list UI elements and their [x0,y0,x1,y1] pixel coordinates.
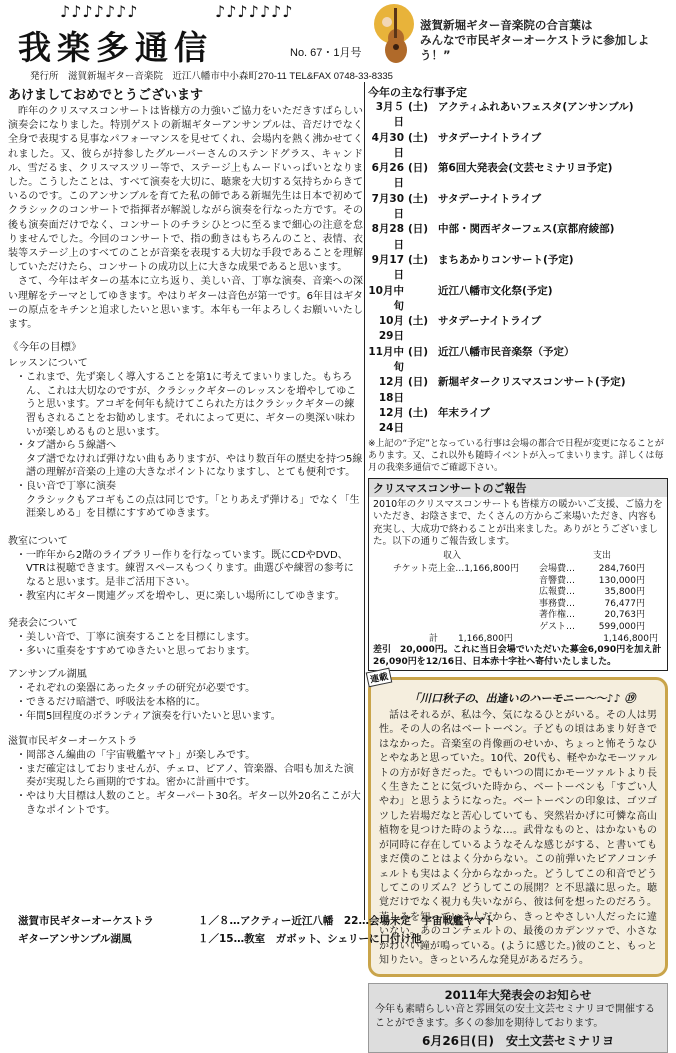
christmas-report-body [369,497,667,671]
christmas-report-text: 2010年のクリスマスコンサートも皆様方の暖かいご支援、ご協力をいただき、お陰さまで、たくさんの方からご来場いただき、内容も充実し、大成功で終わることが出来ました。ありがとうございました。以下の通りご報告致します。 [373,498,663,548]
expense-value: 20,763円 [604,610,645,621]
issue-number: No. 67・1月号 [290,47,362,59]
schedule-row [368,100,668,131]
schedule-row [368,314,668,345]
christmas-report-title: クリスマスコンサートのご報告 [369,479,667,497]
total-label: 計 [428,634,438,645]
serial-text: 話はそれるが、私は今、気になるひとがいる。その人は男性。その人の名はベートーベン。子どもの頃はあまり好きではなかった。音楽室の肖像画のせいか、ちょっと怖そうなひとやなあと思っていた。10代、20代も、軽やかなモーツァルトの方が好きだった。でもいつの間にかモーツァルトより長く生きたことに気づいた時から、ベートーベンも「すごい人やわ」と思うようになった。ベートーベンの印象は、ゴツゴツした岩場だなと苦心していても、突然岩かげに可憐な高山植物を見つけた時のような…。武骨なものと、はかないものが同時に存在しているようなそんな感じがする、と書いてもまだ僕のことはよく分からない。この前弾いたピアノコンチェルトも実はよく分からなかった。どうしてこの和音でどうしてこのリズム？どうしてこの展開？と不思議に思った。聴覚だけでなく視力も失いながら、彼は何を想ったのだろう。苦しみを知っている人だから、きっとやさしい人だったに違いない。あのコンチェルトの、最後のカデンツァで、小さなかわいい鐘が鳴っている。(ように感じた。)彼のこと、もっと知りたい。きっといろんな発見があるだろう。 [379,710,657,966]
schedule-row [368,222,668,253]
ensemble-title: アンサンブル湖風 [8,669,87,681]
schedule-date: 7月30日 [371,192,404,221]
accounting-headers [373,551,663,563]
lesson-bullet-2-body: タブ譜でなければ弾けない曲もありますが、やはり数百年の歴史を持つ5線譜の理解が音楽の上達の大きなポイントになりますし、とても便利です。 [26,453,363,479]
guitar-illustration-icon [372,2,416,70]
footer-group-name: 滋賀市民ギターオーケストラ [18,915,154,927]
tagline-line-1: 滋賀新堀ギター音楽院の合言葉は [420,18,593,32]
footer-group-text: １／８…アクティー近江八幡 22…会場未定 宇宙戦艦ヤマト [198,915,495,927]
greeting-paragraph-2: さて、今年はギターの基本に立ち返り、美しい音、丁寧な演奏、音楽への深い理解をテーマとしてゆきます。やはりギターは音色が第一です。6年目はギターの原点をキチンと追求したいと思います。本年も一年よろしくお願いいたします。 [8,276,363,331]
serial-title: 「川口秋子の、出逢いのハーモニー〜〜♪♪ ⑲ [409,692,636,706]
orchestra-bullet-2: ・まだ確定はしておりませんが、チェロ、ピアノ、管楽器、合唱も加えた演奏が実現したら画期的ですね。密かに計画中です。 [16,763,354,789]
schedule-row [368,375,668,406]
schedule-day: (土) [408,131,429,144]
schedule-event: 近江八幡市民音楽祭（予定） [438,345,575,358]
orchestra-title: 滋賀市民ギターオーケストラ [8,736,138,748]
expense-value: 35,800円 [604,587,645,598]
schedule-row [368,406,668,437]
schedule-day [408,284,438,315]
schedule-day: (土) [408,192,429,205]
announcement-title: 2011年大発表会のお知らせ [444,988,592,1003]
class-title: 教室について [8,535,68,547]
christmas-report-box [368,478,668,672]
orchestra-bullet-1: ・岡部さん編曲の「宇宙戦艦ヤマト」が楽しみです。 [16,750,256,762]
schedule-day: (日) [408,345,429,358]
schedule-day: (日) [408,162,429,175]
schedule-event: アクティふれあいフェスタ(アンサンブル) [438,101,634,113]
announcement-text: 今年も素晴らしい音と雰囲気の安土文芸セミナリヨで開催することができます。多くの参加を期待しております。 [375,1004,655,1030]
right-column [368,84,668,1053]
schedule-date: 12月24日 [378,406,404,435]
lesson-bullet-3-body: クラシックもアコギもこの点は同じです。「とりあえず弾ける」でなく「生涯楽しめる」を目標にすすめてゆきます。 [26,494,360,520]
announcement-date: 6月26日(日) 安土文芸セミナリヨ [421,1034,615,1049]
lesson-bullet-1: ・これまで、先ず楽しく導入することを第1に考えてまいりました。もちろん、これは大切なのですが、クラシックギターのレッスンを増やしてゆこうと思います。アコギを何年も続けてこられた方はクラシックギターの練習もされることをお勧めします。それによって更に、ギターの奥深い味わいが楽しめるものと思います。 [16,372,357,438]
schedule-day: (日) [408,376,429,389]
schedule-row [368,253,668,284]
expense-value: 599,000円 [598,621,645,632]
schedule-event: 第6回大発表会(文芸セミナリヨ予定) [438,162,613,175]
schedule-day: (土) [408,101,429,113]
footer-group-text: １／15…教室 ガボット、シェリーに口付け他 [198,933,422,945]
expense-list [523,564,663,633]
schedule-date: 3月５日 [375,101,404,129]
schedule-date: 9月17日 [371,253,404,282]
recital-bullet-2: ・多いに重奏をすすめてゆきたいと思っております。 [16,645,256,657]
schedule-day: (土) [408,315,429,328]
expense-label: ゲスト… [539,621,575,632]
greeting-paragraph-1: 昨年のクリスマスコンサートは皆様方の力強いご協力をいただきすばらしい演奏会になりました。特別ゲストの新堀ギターアンサンブルは、音だけでなく全身で表現する見事なパフォーマンスを見せてくれ、会場内を熱く沸かせてくれました。又、彼らが持参したグルーバーさんのステンドグラス、キャンドル、雪だるま、クリスマスツリー等で、ステージ上もムードいっぱいとなりました。こうしたことは、すべて演奏を大切に、聴衆を大切する気持ちからきているのです。このアンサンブルを育てた私の師である新堀先生は日本で初めてクラシックのコンサートで指揮者が解説しながら演奏を行なった方です。その後も演奏面だけでなく、コンサートのチラシひとつに至るまで細心の注意を怠りませんでした。今回のコンサートで、指の動きはもちろんのこと、表情、衣装等ステージ上のすべてのことが音楽を表現する大切な手段であることを理解していただけたら、コンサートの成功以上に大きな成果であると思います。 [8,106,363,274]
schedule-title: 今年の主な行事予定 [368,86,467,99]
ensemble-bullet-2: ・できるだけ暗譜で、呼吸法を本格的に。 [16,696,206,708]
serial-tag: 連載 [366,668,393,688]
schedule-row [368,284,668,315]
schedule-event: サタデーナイトライブ [438,131,542,144]
schedule-date: 8月28日 [371,223,404,251]
schedule-row [368,161,668,192]
total-income: 1,166,800円 [458,634,513,645]
lesson-title: レッスンについて [8,358,88,370]
schedule-list [368,100,668,437]
tagline-line-2: みんなで市民ギターオーケストラに参加しよう！” [420,33,650,62]
newsletter-title: 我楽多通信 [18,28,213,67]
schedule-date: 6月26日 [371,162,404,190]
column-divider [364,82,365,920]
expense-value: 284,760円 [598,564,645,575]
footer-row [18,912,668,930]
donation-note: 差引 20,000円。これに当日会場でいただいた募金6,090円を加え計 26,090円を12/16日、日本赤十字社へ寄付いたしました。 [373,645,662,667]
schedule-date: 11月中旬 [368,345,404,374]
schedule-date: 4月30日 [371,131,404,159]
schedule-event: サタデーナイトライブ [438,192,542,205]
schedule-note: ※上記の“予定”となっている行事は会場の都合で日程が変更になることがあります。又、これ以外も随時イベントが入ってまいります。詳しくは毎月の我楽多通信でご確認下さい。 [368,438,664,473]
schedule-event: サタデーナイトライブ [438,315,542,328]
total-expense: 1,146,800円 [603,634,658,645]
expense-row [523,599,663,611]
schedule-event: まちあかりコンサート(予定) [438,253,574,266]
expense-value: 130,000円 [598,575,645,586]
schedule-day: (日) [408,223,429,236]
goals-title: 《今年の目標》 [8,341,82,354]
expense-label: 広報費… [538,587,575,598]
recital-bullet-1: ・美しい音で、丁寧に演奏することを目標にします。 [16,632,255,644]
ensemble-bullet-1: ・それぞれの楽器にあったタッチの研究が必要です。 [16,683,256,695]
expense-label: 著作権… [538,610,575,621]
class-bullet-1: ・一昨年から2階のライブラリー作りを行なっています。既にCDやDVD、VTRは視聴できます。練習スペースもつくります。曲選びや練習の参考になると思います。是非ご活用下さい。 [16,549,354,588]
income-header: 収入 [443,550,462,561]
music-notes-decoration: ♪♪♪♪♪♪♪ [60,2,139,21]
tagline [420,18,670,63]
publisher-info: 発行所 滋賀新堀ギター音楽院 近江八幡市中小森町270-11 TEL&FAX 0748-33-8335 [30,71,393,82]
schedule-day: (土) [408,406,429,419]
expense-label: 事務費… [538,598,575,609]
expense-label: 音響費… [538,575,575,586]
music-notes-decoration-right: ♪♪♪♪♪♪♪ [215,2,294,21]
schedule-event: 近江八幡市文化祭(予定) [438,284,553,297]
expense-header: 支出 [593,550,612,561]
greeting-title: あけましておめでとうございます [8,88,204,103]
lesson-bullet-2-title: ・タブ譜から５線譜へ [16,440,116,452]
schedule-date: 10月29日 [378,315,404,343]
expense-row [523,564,663,576]
expense-row [523,576,663,588]
expense-label: 会場費… [538,564,575,575]
schedule-row [368,131,668,162]
left-column [8,84,363,817]
orchestra-bullet-3: ・やはり大目標は人数のこと。ギターパート30名。ギター以外20名ここが大きなポイントです。 [16,790,361,816]
schedule-day: (土) [408,253,429,266]
schedule-date: 12月18日 [378,376,404,404]
schedule-row [368,192,668,223]
expense-row [523,587,663,599]
accounting-total-row [373,633,663,645]
schedule-event: 年末ライブ [438,406,490,419]
class-bullet-2: ・教室内にギター関連グッズを増やし、更に楽しい場所にしてゆきます。 [16,590,345,602]
schedule-row [368,345,668,376]
lesson-bullet-3-title: ・良い音で丁寧に演奏 [16,481,116,492]
expense-row [523,610,663,622]
recital-title: 発表会について [8,618,78,630]
expense-value: 76,477円 [604,598,645,609]
schedule-event: 中部・関西ギターフェス(京都府綾部) [438,223,615,236]
income-ticket: チケット売上金…1,166,800円 [393,564,519,575]
recital-announcement-box [368,983,668,1053]
schedule-date: 10月中旬 [368,284,404,312]
ensemble-bullet-3: ・年間5回程度のボランティア演奏を行いたいと思います。 [16,710,281,722]
schedule-event: 新堀ギタークリスマスコンサート(予定) [438,376,626,389]
footer-row [18,930,668,948]
accounting-table [373,564,663,633]
expense-row [523,622,663,634]
footer-schedule [18,912,668,948]
footer-group-name: ギターアンサンブル湖風 [18,933,132,945]
